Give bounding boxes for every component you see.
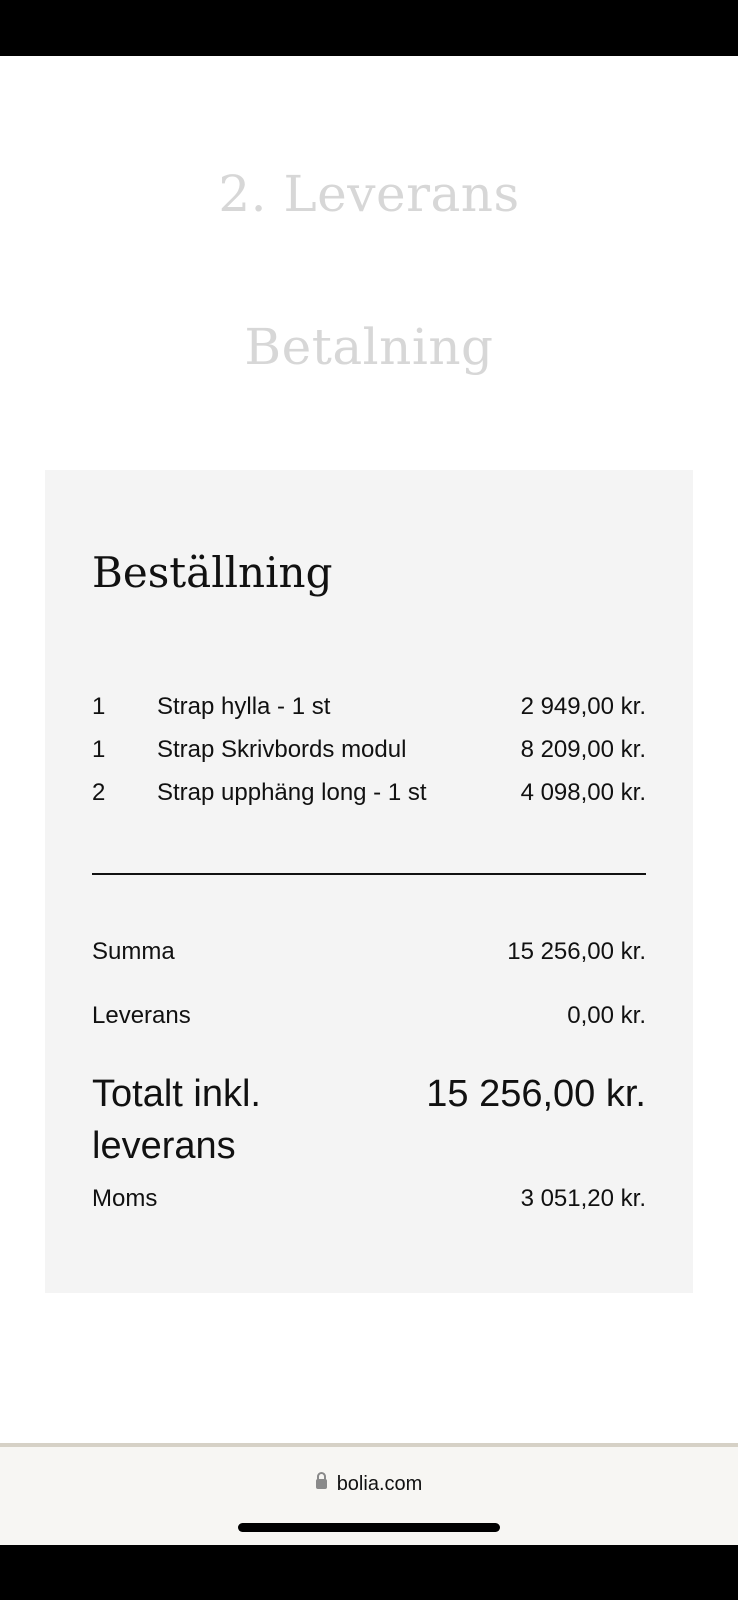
item-quantity: 1 — [92, 736, 106, 763]
home-indicator[interactable] — [238, 1523, 500, 1532]
grand-total-label: Totalt inkl. leverans — [92, 1073, 261, 1167]
order-summary-title: Beställning — [92, 548, 333, 597]
lock-icon — [316, 1479, 327, 1489]
vat-label: Moms — [92, 1185, 158, 1212]
step-payment-title[interactable]: Betalning — [244, 318, 494, 376]
item-price: 2 949,00 kr. — [520, 693, 646, 720]
item-price: 8 209,00 kr. — [520, 736, 646, 763]
item-price: 4 098,00 kr. — [520, 779, 646, 806]
bottom-bezel — [0, 1545, 738, 1600]
url-field[interactable] — [0, 1473, 738, 1496]
vat-value: 3 051,20 kr. — [520, 1185, 646, 1212]
delivery-label: Leverans — [92, 1002, 191, 1029]
order-line-item — [92, 778, 646, 821]
order-summary — [45, 470, 693, 1293]
order-line-item — [92, 735, 646, 778]
sum-label: Summa — [92, 938, 175, 965]
summary-divider — [92, 873, 646, 875]
url-text: bolia.com — [336, 1473, 423, 1495]
browser-address-bar — [0, 1443, 738, 1545]
item-quantity: 1 — [92, 693, 106, 720]
item-name: Strap upphäng long - 1 st — [157, 779, 427, 806]
item-name: Strap Skrivbords modul — [157, 736, 407, 763]
item-quantity: 2 — [92, 779, 106, 806]
order-line-items — [92, 692, 646, 821]
step-delivery-title[interactable]: 2. Leverans — [218, 165, 520, 223]
order-line-item — [92, 692, 646, 735]
delivery-value: 0,00 kr. — [567, 1002, 646, 1029]
status-bar — [0, 0, 738, 56]
sum-value: 15 256,00 kr. — [507, 938, 646, 965]
grand-total-value: 15 256,00 kr. — [426, 1073, 646, 1115]
item-name: Strap hylla - 1 st — [157, 693, 331, 720]
